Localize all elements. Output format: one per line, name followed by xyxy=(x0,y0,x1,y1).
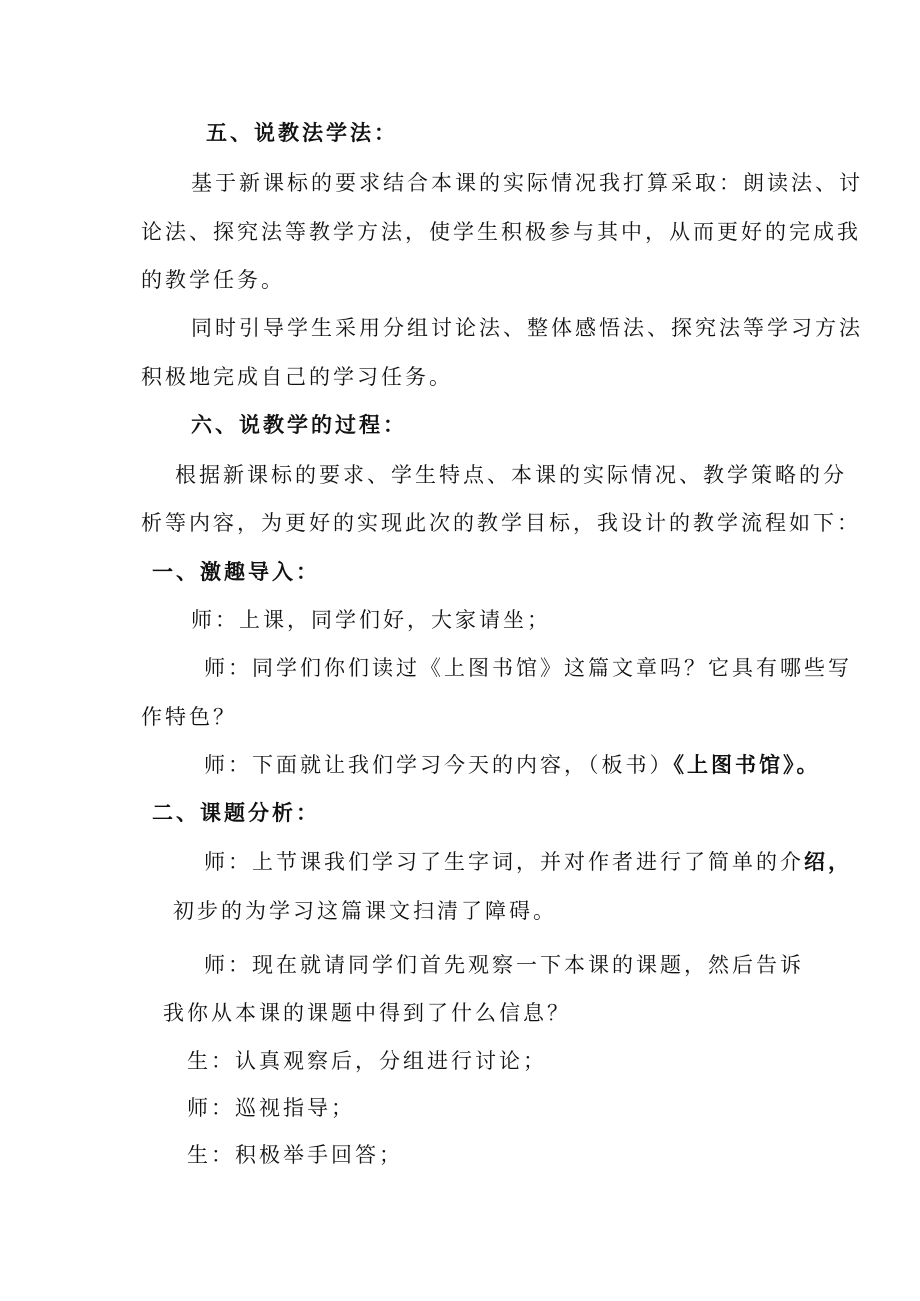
dialogue-bold-end: 绍， xyxy=(804,850,852,874)
dialogue-text: 师：下面就让我们学习今天的内容，（板书） xyxy=(204,753,674,777)
paragraph-line: 析等内容，为更好的实现此次的教学目标，我设计的教学流程如下： xyxy=(141,511,861,535)
paragraph-line: 根据新课标的要求、学生特点、本课的实际情况、教学策略的分 xyxy=(175,463,847,487)
book-title-bold: 《上图书馆》。 xyxy=(673,753,821,777)
dialogue-line xyxy=(204,751,821,779)
heading-teaching-methods: 五、说教法学法： xyxy=(206,121,398,145)
paragraph-line: 积极地完成自己的学习任务。 xyxy=(141,365,453,389)
dialogue-line: 生：认真观察后，分组进行讨论； xyxy=(187,1049,547,1073)
section-heading-intro: 一、激趣导入： xyxy=(152,560,320,584)
dialogue-line: 师：现在就请同学们首先观察一下本课的课题，然后告诉 xyxy=(204,953,804,977)
heading-teaching-process: 六、说教学的过程： xyxy=(191,413,407,437)
section-heading-topic-analysis: 二、课题分析： xyxy=(152,801,320,825)
paragraph-line: 论法、探究法等教学方法，使学生积极参与其中，从而更好的完成我 xyxy=(141,220,861,244)
dialogue-line: 师：同学们你们读过《上图书馆》这篇文章吗？它具有哪些写 xyxy=(204,656,852,680)
dialogue-line: 作特色？ xyxy=(141,705,237,729)
dialogue-line: 生：积极举手回答； xyxy=(187,1143,403,1167)
dialogue-line: 师：巡视指导； xyxy=(187,1096,355,1120)
dialogue-line xyxy=(204,848,852,876)
dialogue-text: 师：上节课我们学习了生字词，并对作者进行了简单的介 xyxy=(204,850,804,874)
dialogue-line: 师：上课，同学们好，大家请坐； xyxy=(191,608,551,632)
paragraph-line: 基于新课标的要求结合本课的实际情况我打算采取：朗读法、讨 xyxy=(191,171,863,195)
dialogue-line: 初步的为学习这篇课文扫清了障碍。 xyxy=(173,899,557,923)
dialogue-line: 我你从本课的课题中得到了什么信息？ xyxy=(163,1001,571,1025)
paragraph-line: 同时引导学生采用分组讨论法、整体感悟法、探究法等学习方法 xyxy=(191,316,863,340)
paragraph-line: 的教学任务。 xyxy=(141,268,285,292)
